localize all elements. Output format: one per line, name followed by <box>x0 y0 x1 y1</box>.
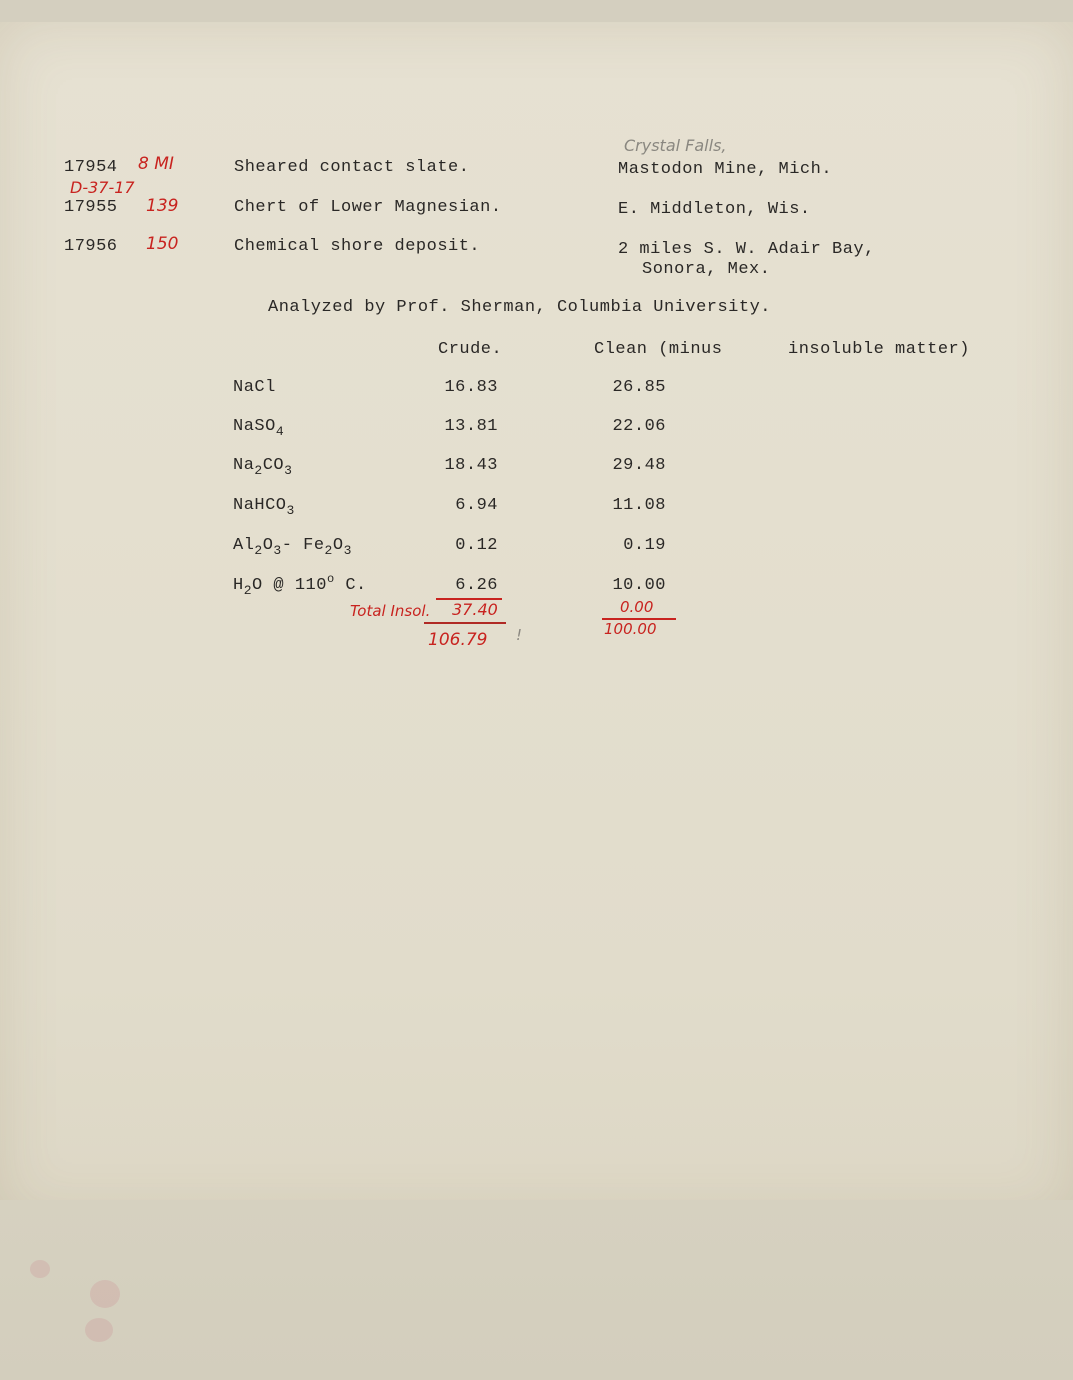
specimen-number: 17954 <box>64 158 118 177</box>
compound-label: $H_2O$ @ 110$^o$ C. <box>233 572 367 598</box>
clean-value: 0.19 <box>623 536 666 555</box>
specimen-description: Sheared contact slate. <box>234 158 470 177</box>
stain <box>85 1318 113 1342</box>
clean-value: 29.48 <box>612 456 666 475</box>
specimen-locality-line-1: 2 miles S. W. Adair Bay, <box>618 240 875 259</box>
compound-label: $Na_2CO_3$ <box>233 456 293 478</box>
page-bottom-edge <box>0 1200 1073 1380</box>
stain <box>90 1280 120 1308</box>
crude-total-underline <box>424 622 506 624</box>
compound-label: NaSO$_4$ <box>233 417 285 439</box>
crude-value: 13.81 <box>444 417 498 436</box>
specimen-number: 17956 <box>64 237 118 256</box>
column-header-clean-cont: insoluble matter) <box>788 340 970 359</box>
crude-value: 18.43 <box>444 456 498 475</box>
column-header-clean: Clean (minus <box>594 340 723 359</box>
specimen-annotation-2: D-37-17 <box>70 178 135 197</box>
clean-extra: 0.00 <box>620 598 654 616</box>
specimen-locality-line-2: Sonora, Mex. <box>642 260 771 279</box>
specimen-annotation: 150 <box>146 234 179 254</box>
clean-value: 11.08 <box>612 496 666 515</box>
locality-pencil-note: Crystal Falls, <box>624 136 727 155</box>
crude-total-value: 37.40 <box>452 600 498 619</box>
specimen-number: 17955 <box>64 198 118 217</box>
crude-total-label: Total Insol. <box>350 602 431 620</box>
column-header-crude: Crude. <box>438 340 503 359</box>
compound-label: NaHCO$_3$ <box>233 496 295 518</box>
crude-value: 6.26 <box>455 576 498 595</box>
specimen-description: Chert of Lower Magnesian. <box>234 198 502 217</box>
specimen-description: Chemical shore deposit. <box>234 237 481 256</box>
crude-sum: 106.79 <box>428 630 488 650</box>
stain <box>30 1260 50 1278</box>
crude-value: 6.94 <box>455 496 498 515</box>
crude-value: 0.12 <box>455 536 498 555</box>
compound-label: NaCl <box>233 378 276 397</box>
clean-value: 10.00 <box>612 576 666 595</box>
specimen-annotation: 139 <box>146 196 179 216</box>
clean-value: 26.85 <box>612 378 666 397</box>
compound-label: $Al_2O_3-$ $Fe_2O_3$ <box>233 536 352 558</box>
specimen-annotation: 8 MI <box>138 154 174 174</box>
specimen-locality: E. Middleton, Wis. <box>618 200 811 219</box>
specimen-locality: Mastodon Mine, Mich. <box>618 160 833 179</box>
crude-value: 16.83 <box>444 378 498 397</box>
clean-value: 22.06 <box>612 417 666 436</box>
analysis-note: Analyzed by Prof. Sherman, Columbia University. <box>268 298 771 317</box>
crude-sum-mark: ! <box>516 626 523 644</box>
clean-sum: 100.00 <box>604 620 657 638</box>
